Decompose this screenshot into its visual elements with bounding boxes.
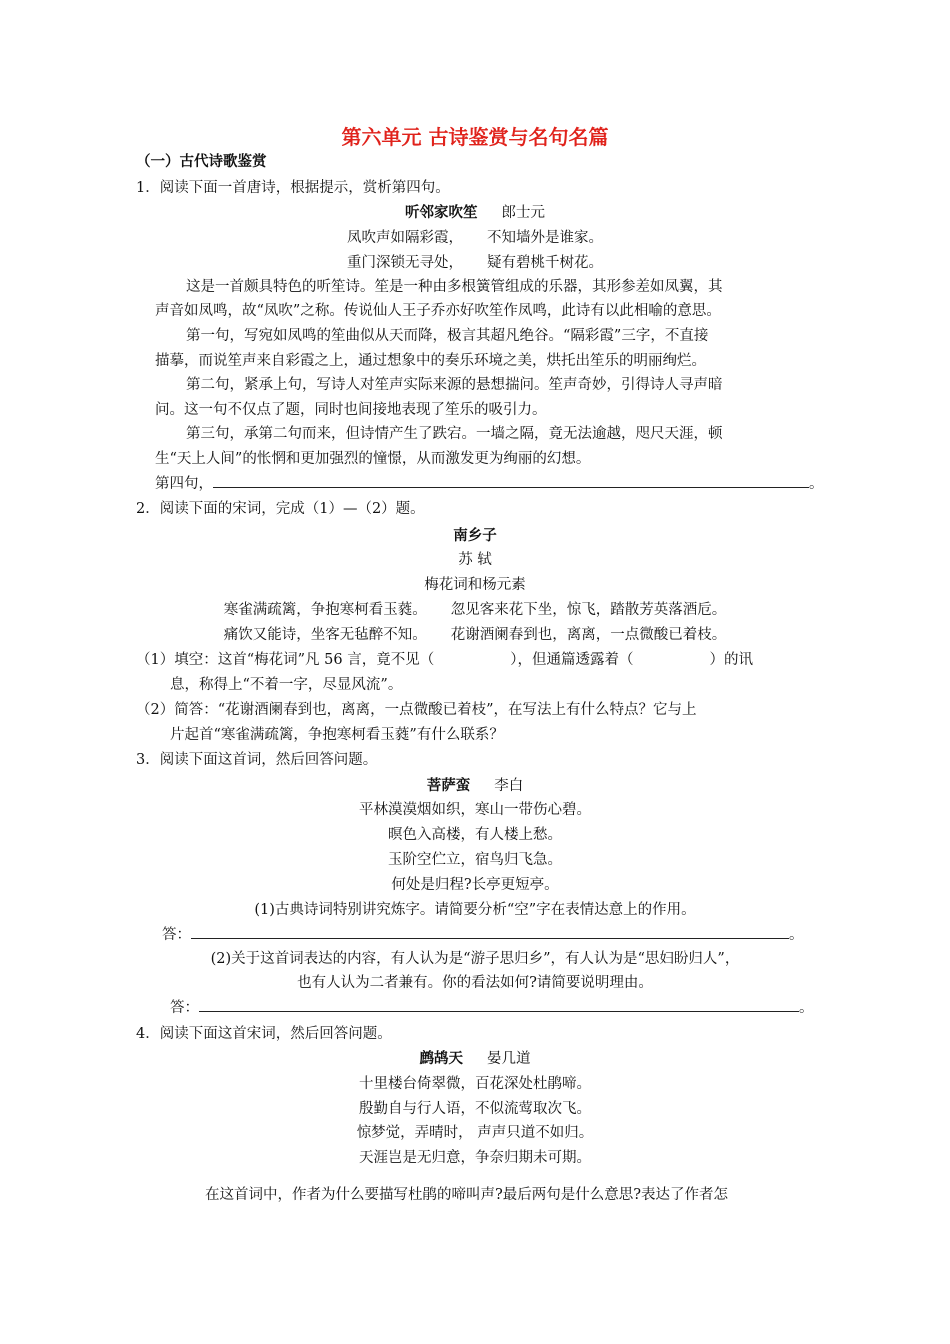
- q3-sub2: (2)关于这首词表达的内容，有人认为是“游子思归乡”，有人认为是“思妇盼归人”，: [210, 951, 740, 967]
- section-heading: （一）古代诗歌鉴赏: [136, 154, 267, 170]
- poem-half: 凤吹声如隔彩霞，: [347, 230, 463, 246]
- fill-end: 。: [809, 476, 824, 492]
- answer-blank[interactable]: [213, 474, 809, 488]
- sub-text: ）的讯: [709, 652, 753, 668]
- q2-sub1: [136, 650, 753, 670]
- q3-prompt: 3．阅读下面这首词，然后回答问题。: [136, 752, 378, 768]
- q2-sub2: （2）简答：“花谢酒阑春到也，离离，一点微酸已着枝”，在写法上有什么特点？它与上: [136, 702, 697, 718]
- q2-poem-title: 南乡子: [453, 528, 497, 544]
- q1-paragraph: 描摹，而说笙声来自彩霞之上，通过想象中的奏乐环境之美，烘托出笙乐的明丽绚烂。: [155, 353, 706, 369]
- poem-half: 重门深锁无寻处，: [347, 255, 463, 271]
- q3-poem-line: 何处是归程?长亭更短亭。: [391, 877, 559, 893]
- poem-half: 疑有碧桃千树花。: [487, 255, 603, 271]
- q1-poem-heading: [135, 203, 815, 223]
- q3-poem-line: 玉阶空伫立，宿鸟归飞急。: [388, 852, 562, 868]
- poem-half: 寒雀满疏篱，争抱寒柯看玉蕤。: [223, 602, 427, 618]
- q1-paragraph: 声音如凤鸣，故“凤吹”之称。传说仙人王子乔亦好吹笙作凤鸣，此诗有以此相喻的意思。: [155, 303, 721, 319]
- q3-poem-heading: [135, 776, 815, 796]
- q3-answer2: [170, 998, 814, 1018]
- q1-poem-line: [135, 253, 815, 273]
- sub-text: （1）填空：这首“梅花词”凡 56 言，竟不见（: [136, 652, 435, 668]
- q2-poem-subtitle: 梅花词和杨元素: [424, 577, 526, 593]
- q4-poem-line: 天涯岂是无归意，争奈归期未可期。: [359, 1150, 591, 1166]
- q4-poem-author: 晏几道: [487, 1051, 531, 1067]
- q1-fill-line: [155, 474, 824, 494]
- q3-poem-line: 平林漠漠烟如织，寒山一带伤心碧。: [359, 802, 591, 818]
- sub-text: ），但通篇透露着（: [510, 652, 634, 668]
- answer-blank[interactable]: [191, 925, 789, 939]
- q3-poem-title: 菩萨蛮: [426, 778, 471, 794]
- q3-sub2-cont: 也有人认为二者兼有。你的看法如何?请简要说明理由。: [297, 975, 653, 991]
- q1-paragraph: 生“天上人间”的怅惘和更加强烈的憧憬，从而激发更为绚丽的幻想。: [155, 451, 591, 467]
- q4-prompt: 4．阅读下面这首宋词，然后回答问题。: [136, 1026, 392, 1042]
- fill-label: 第四句，: [155, 476, 213, 492]
- q1-poem-line: [135, 228, 815, 248]
- fill-end: 。: [799, 1000, 814, 1016]
- q1-paragraph: 第一句，写宛如凤鸣的笙曲似从天而降，极言其超凡绝谷。“隔彩霞”三字，不直接: [186, 328, 709, 344]
- q4-poem-line: 十里楼台倚翠微，百花深处杜鹃啼。: [359, 1076, 591, 1092]
- q1-prompt: 1．阅读下面一首唐诗，根据提示，赏析第四句。: [136, 180, 450, 196]
- q2-sub2-cont: 片起首“寒雀满疏篱，争抱寒柯看玉蕤”有什么联系？: [170, 727, 504, 743]
- q4-poem-heading: [135, 1049, 815, 1069]
- q4-question: 在这首词中，作者为什么要描写杜鹃的啼叫声?最后两句是什么意思?表达了作者怎: [205, 1187, 729, 1203]
- q1-paragraph: 第三句，承第二句而来，但诗情产生了跌宕。一墙之隔，竟无法逾越，咫尺天涯，顿: [186, 426, 723, 442]
- q3-answer1: [162, 925, 804, 945]
- q1-poem-author: 郎士元: [501, 205, 545, 221]
- q4-poem-title: 鹧鸪天: [419, 1051, 463, 1067]
- fill-end: 。: [789, 927, 804, 943]
- q1-poem-title: 听邻家吹笙: [405, 205, 478, 221]
- q2-sub1-cont: 息，称得上“不着一字，尽显风流”。: [170, 677, 403, 693]
- answer-label: 答：: [162, 927, 191, 943]
- q4-poem-line: 殷勤自与行人语，不似流莺取次飞。: [359, 1101, 591, 1117]
- q2-poem-author: 苏 轼: [458, 552, 492, 568]
- q1-paragraph: 这是一首颇具特色的听笙诗。笙是一种由多根簧管组成的乐器，其形参差如凤翼，其: [186, 279, 723, 295]
- q4-poem-line: 惊梦觉，弄晴时， 声声只道不如归。: [356, 1125, 594, 1141]
- poem-half: 忽见客来花下坐，惊飞，踏散芳英落酒卮。: [450, 602, 727, 618]
- q3-sub1: (1)古典诗词特别讲究炼字。请简要分析“空”字在表情达意上的作用。: [254, 902, 696, 918]
- q1-paragraph: 第二句，紧承上句，写诗人对笙声实际来源的悬想揣问。笙声奇妙，引得诗人寻声暗: [186, 377, 723, 393]
- poem-half: 花谢酒阑春到也，离离，一点微酸已着枝。: [450, 627, 727, 643]
- q1-paragraph: 问。这一句不仅点了题，同时也间接地表现了笙乐的吸引力。: [155, 402, 547, 418]
- q3-poem-author: 李白: [494, 778, 524, 794]
- q2-poem-line: [135, 600, 815, 620]
- q2-poem-line: [135, 625, 815, 645]
- answer-label: 答：: [170, 1000, 199, 1016]
- q3-poem-line: 暝色入高楼，有人楼上愁。: [388, 827, 562, 843]
- poem-half: 痛饮又能诗，坐客无毡醉不知。: [223, 627, 427, 643]
- q2-prompt: 2．阅读下面的宋词，完成（1）—（2）题。: [136, 501, 425, 517]
- answer-blank[interactable]: [199, 998, 799, 1012]
- poem-half: 不知墙外是谁家。: [487, 230, 603, 246]
- page-title: 第六单元 古诗鉴赏与名句名篇: [341, 125, 609, 149]
